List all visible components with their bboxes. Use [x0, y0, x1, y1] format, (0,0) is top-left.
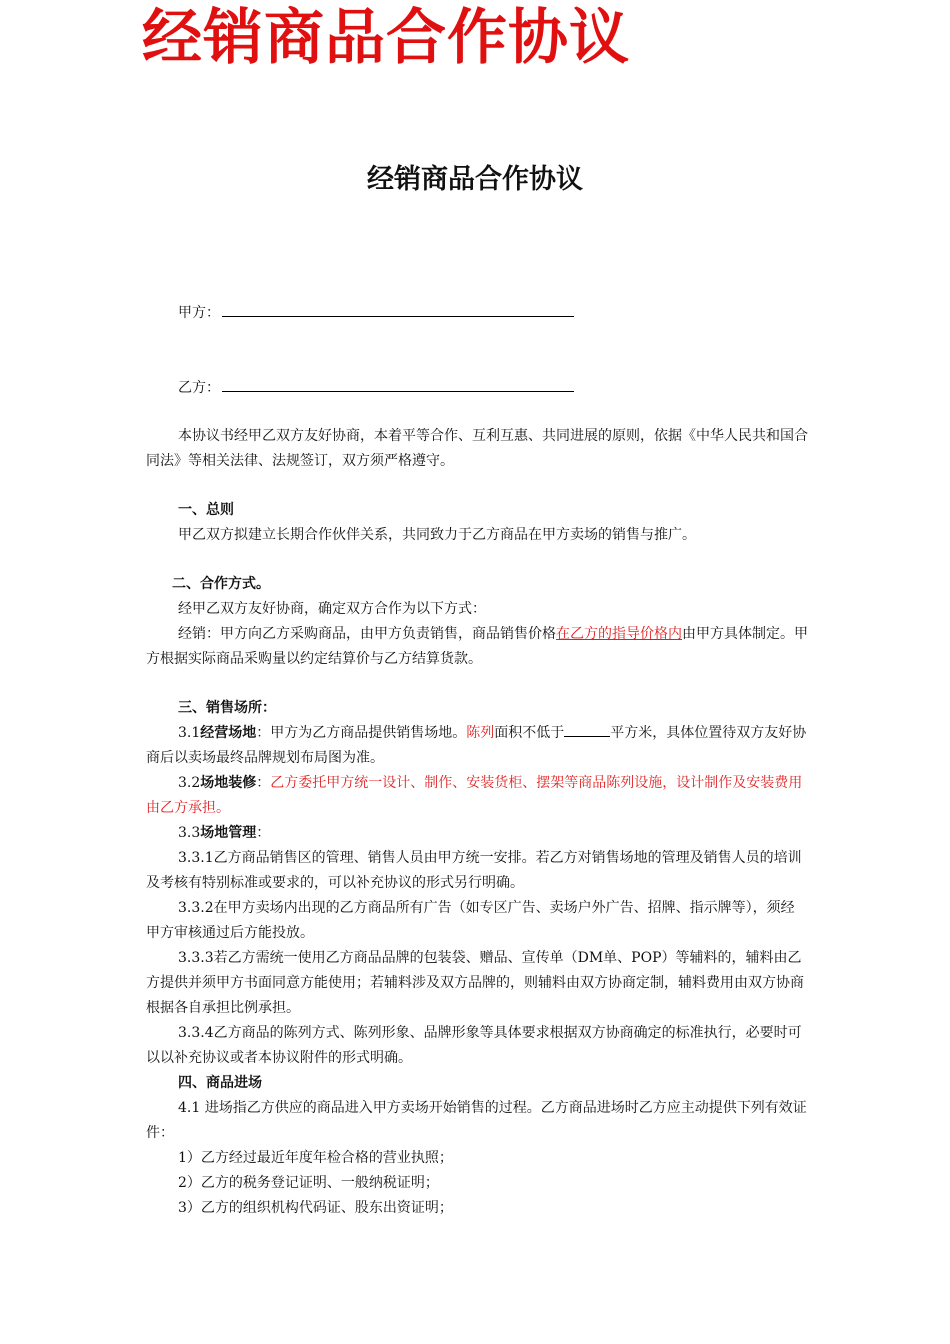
- clause-3-3-3: 3.3.3若乙方需统一使用乙方商品品牌的包装袋、赠品、宣传单（DM单、POP）等辅料的，辅料由乙方提供并须甲方书面同意方能使用；若辅料涉及双方品牌的，则辅料由双方协商定制，辅料费用由双方协商根据各自承担比例承担。: [146, 950, 804, 1016]
- clause-3-3-2: 3.3.2在甲方卖场内出现的乙方商品所有广告（如专区广告、卖场户外广告、招牌、指示牌等），须经甲方审核通过后方能投放。: [146, 900, 795, 941]
- list-item: 2）乙方的税务登记证明、一般纳税证明；: [178, 1175, 439, 1191]
- list-item: 3）乙方的组织机构代码证、股东出资证明；: [178, 1200, 453, 1216]
- clause-3-1-number: 3.1: [178, 725, 201, 741]
- clause-3-3-number: 3.3: [178, 825, 201, 841]
- clause-3-3-4: 3.3.4乙方商品的陈列方式、陈列形象、品牌形象等具体要求根据双方协商确定的标准执行，必要时可以以补充协议或者本协议附件的形式明确。: [146, 1025, 802, 1066]
- clause-3-2-number: 3.2: [178, 775, 201, 791]
- section-2-p2-highlight: 在乙方的指导价格内: [556, 626, 682, 642]
- clause-3-1-text-c: 平方米，具体位置待双方友好协商后以卖场最终品牌规划布局图为准。: [146, 725, 807, 766]
- section-2-p2-text-b: 由甲方具体制定。甲方根据实际商品采购量以约定结算价与乙方结算货款。: [146, 626, 808, 667]
- clause-4-1: 4.1 进场指乙方供应的商品进入甲方卖场开始销售的过程。乙方商品进场时乙方应主动提供下列有效证件：: [146, 1100, 807, 1141]
- clause-3-1-title: 经营场地: [200, 725, 257, 741]
- clause-3-3: [146, 821, 808, 846]
- section-1-text: 甲乙双方拟建立长期合作伙伴关系，共同致力于乙方商品在甲方卖场的销售与推广。: [178, 527, 696, 543]
- section-1-heading: 一、总则: [178, 502, 234, 518]
- section-3-heading: 三、销售场所：: [178, 700, 276, 716]
- clause-3-2: [146, 771, 808, 821]
- party-a-label: 甲方：: [178, 305, 220, 321]
- section-2-p1: 经甲乙双方友好协商，确定双方合作为以下方式：: [178, 601, 486, 617]
- clause-3-1: [146, 721, 808, 771]
- clause-3-3-title: 场地管理: [200, 825, 257, 841]
- party-a-line: [178, 302, 574, 323]
- party-b-label: 乙方：: [178, 380, 220, 396]
- section-2-heading: 二、合作方式。: [172, 576, 270, 592]
- clause-3-3-colon: ：: [256, 825, 271, 841]
- party-a-blank: [222, 302, 574, 317]
- section-2-p2-text-a: 经销：甲方向乙方采购商品，由甲方负责销售，商品销售价格: [178, 626, 556, 642]
- clause-3-2-colon: ：: [256, 775, 271, 791]
- clause-3-2-highlight: 乙方委托甲方统一设计、制作、安装货柜、摆架等商品陈列设施，设计制作及安装费用由乙方承担。: [146, 775, 803, 816]
- section-2-p2: [146, 622, 808, 672]
- intro-paragraph: 本协议书经甲乙双方友好协商，本着平等合作、互利互惠、共同进展的原则，依据《中华人民共和国合同法》等相关法律、法规签订，双方须严格遵守。: [146, 428, 808, 469]
- banner-title: 经销商品合作协议: [142, 3, 630, 73]
- list-item: 1）乙方经过最近年度年检合格的营业执照；: [178, 1150, 453, 1166]
- clause-3-3-1: 3.3.1乙方商品销售区的管理、销售人员由甲方统一安排。若乙方对销售场地的管理及销售人员的培训及考核有特别标准或要求的，可以补充协议的形式另行明确。: [146, 850, 802, 891]
- party-b-blank: [222, 377, 574, 392]
- document-title: 经销商品合作协议: [367, 164, 583, 195]
- document-body: [146, 424, 808, 1221]
- clause-3-1-highlight: 陈列: [466, 725, 495, 741]
- area-blank: [564, 722, 610, 737]
- clause-3-1-text-b: 面积不低于: [494, 725, 565, 741]
- clause-3-2-title: 场地装修: [200, 775, 257, 791]
- clause-3-1-text-a: ：甲方为乙方商品提供销售场地。: [256, 725, 467, 741]
- section-4-heading: 四、商品进场: [178, 1075, 262, 1091]
- party-b-line: [178, 377, 574, 398]
